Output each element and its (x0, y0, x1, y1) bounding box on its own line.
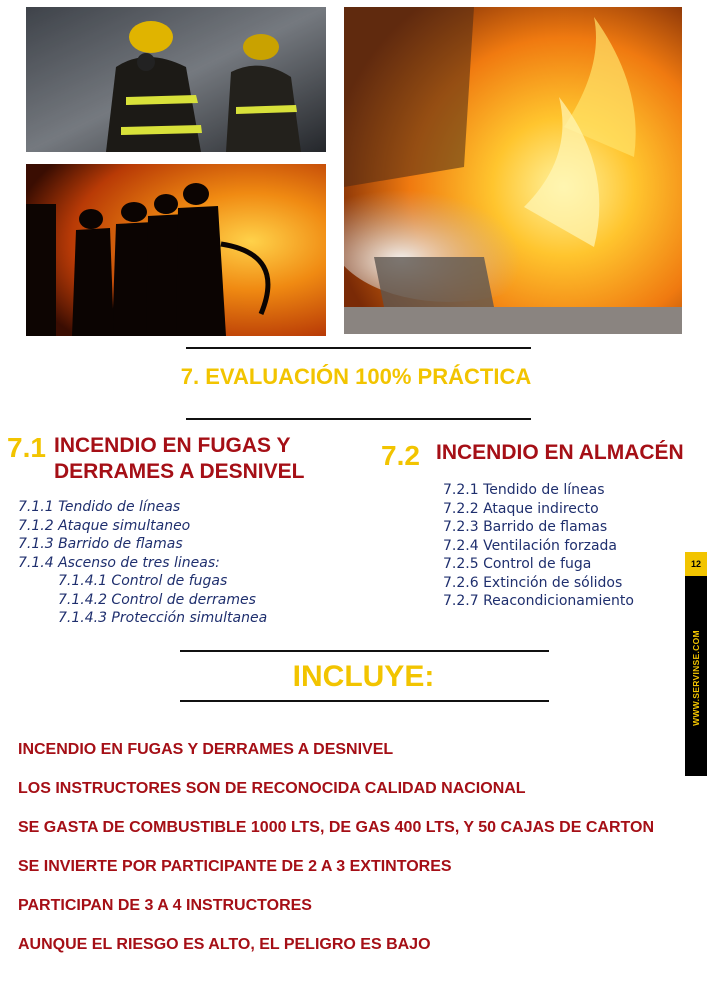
subsection-title (54, 433, 304, 485)
subsection-list (18, 498, 267, 628)
extinguisher-fire-photo (344, 7, 682, 334)
list-subitem: 7.1.4.2 Control de derrames (58, 591, 256, 608)
subsection-number: 7.1 (7, 432, 46, 463)
divider (180, 700, 549, 702)
page-number: 12 (685, 552, 707, 576)
subsection-title: INCENDIO EN ALMACÉN (436, 441, 684, 464)
list-item: 7.1.4 Ascenso de tres lineas: (18, 554, 220, 571)
divider (180, 650, 549, 652)
includes-item: INCENDIO EN FUGAS Y DERRAMES A DESNIVEL (18, 741, 394, 758)
firefighters-photo (26, 7, 326, 152)
list-subitem: 7.1.4.1 Control de fugas (58, 573, 228, 589)
divider (186, 418, 531, 420)
subsection-title-line: INCENDIO EN FUGAS Y (54, 434, 291, 457)
list-item: 7.2.3 Barrido de flamas (443, 519, 608, 535)
divider (186, 347, 531, 349)
list-item: 7.2.7 Reacondicionamiento (443, 593, 634, 609)
list-item: 7.1.1 Tendido de líneas (18, 499, 181, 515)
website-label: WWW.SERVINSE.COM (691, 630, 701, 726)
includes-item: AUNQUE EL RIESGO ES ALTO, EL PELIGRO ES BAJO (18, 936, 431, 953)
firefighter-silhouettes-photo (26, 164, 326, 336)
list-item: 7.1.2 Ataque simultaneo (18, 517, 191, 534)
list-subitem: 7.1.4.3 Protección simultanea (58, 610, 268, 626)
list-item: 7.1.3 Barrido de flamas (18, 536, 183, 552)
subsection-number: 7.2 (381, 440, 420, 471)
list-item: 7.2.2 Ataque indirecto (443, 500, 599, 517)
list-item: 7.2.4 Ventilación forzada (443, 537, 618, 554)
subsection-title-line: DERRAMES A DESNIVEL (54, 460, 305, 483)
includes-item: SE GASTA DE COMBUSTIBLE 1000 LTS, DE GAS 400 LTS, Y 50 CAJAS DE CARTON (18, 819, 654, 836)
list-item: 7.2.5 Control de fuga (443, 556, 592, 572)
section-title: 7. EVALUACIÓN 100% PRÁCTICA (180, 364, 532, 389)
includes-title: INCLUYE: (292, 660, 435, 693)
includes-item: LOS INSTRUCTORES SON DE RECONOCIDA CALIDAD NACIONAL (18, 780, 526, 797)
list-item: 7.2.1 Tendido de líneas (443, 482, 605, 498)
list-item: 7.2.6 Extinción de sólidos (443, 574, 623, 591)
includes-item: SE INVIERTE POR PARTICIPANTE DE 2 A 3 EXTINTORES (18, 858, 452, 875)
includes-item: PARTICIPAN DE 3 A 4 INSTRUCTORES (18, 897, 312, 914)
subsection-list (443, 481, 634, 611)
